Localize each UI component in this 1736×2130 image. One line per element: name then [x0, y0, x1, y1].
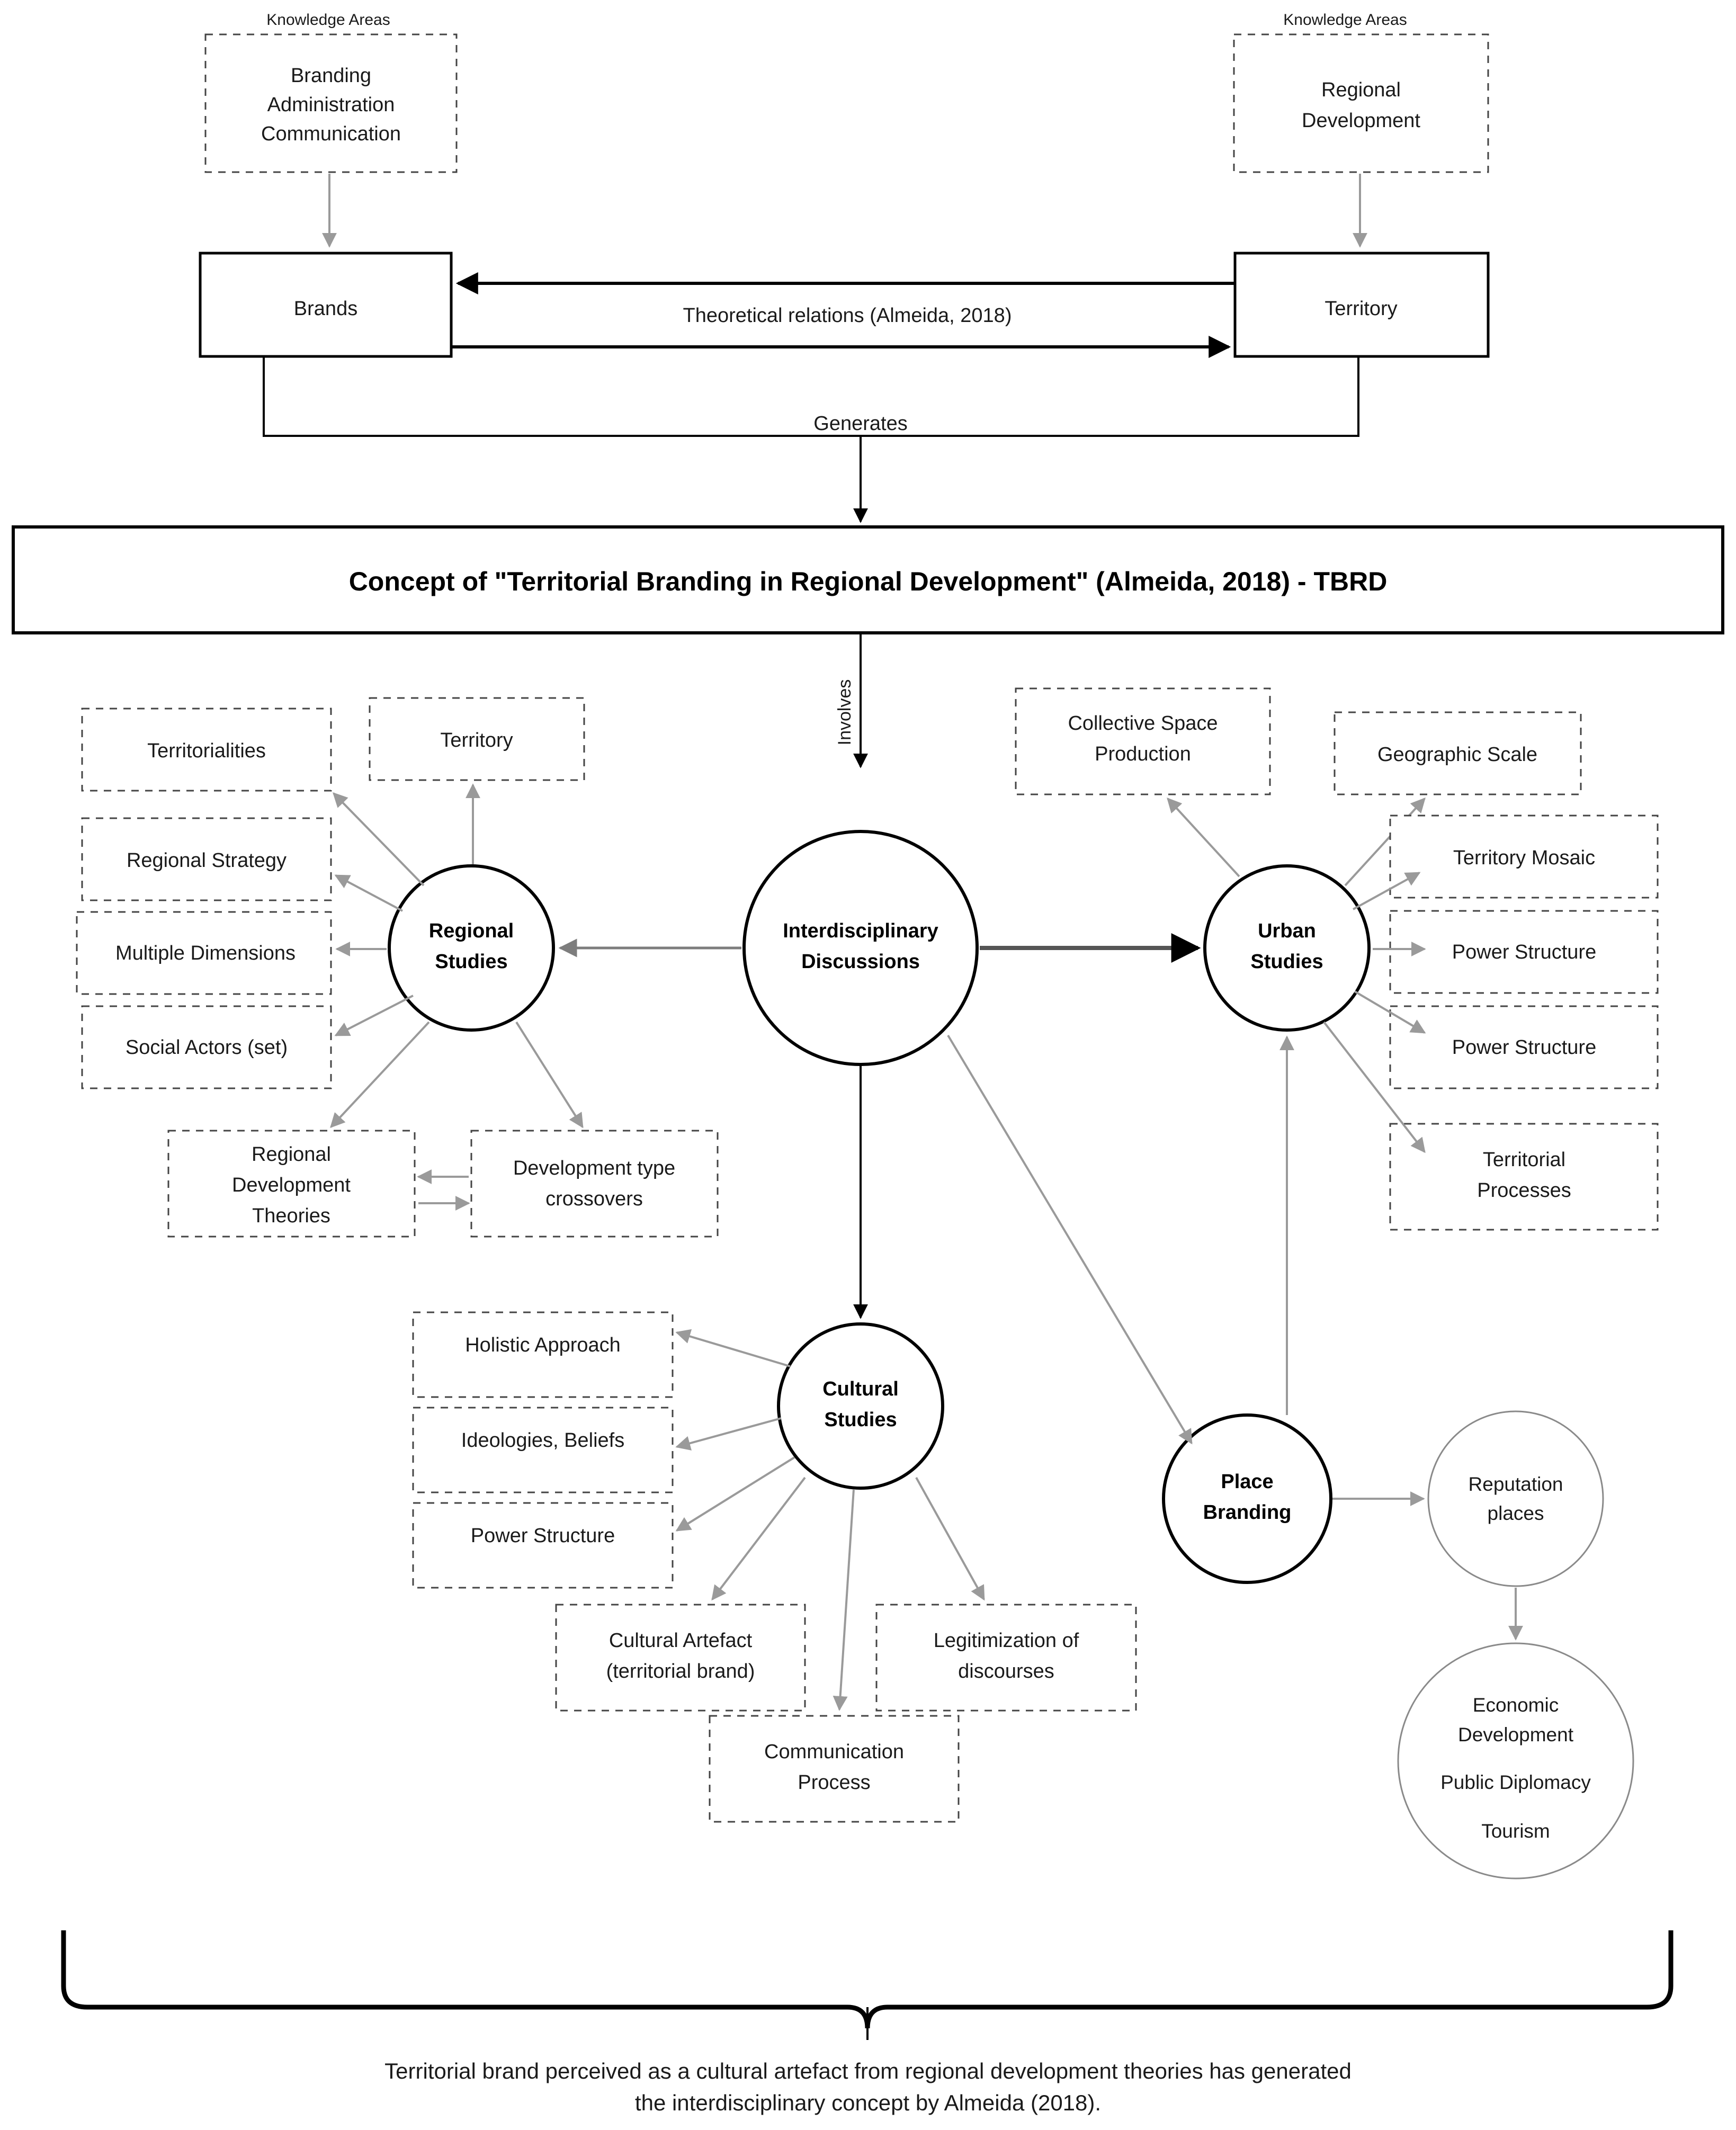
node-outcomes — [1398, 1643, 1633, 1878]
label-dtc-line-1: Development type — [513, 1157, 676, 1179]
box-collective-space-production — [1016, 688, 1270, 794]
cultural-studies-label-line-1: Cultural — [822, 1378, 899, 1400]
knowledge-left-line-1: Branding — [290, 65, 372, 87]
knowledge-areas-label-right: Knowledge Areas — [1283, 11, 1407, 29]
box-cultural-artefact — [556, 1605, 805, 1711]
edge-cultural-to-ideologies-beliefs — [677, 1418, 781, 1447]
knowledge-right-line-2: Development — [1302, 110, 1420, 132]
box-legitimization-of-discourses — [876, 1605, 1136, 1711]
label-power-structure-urban-2: Power Structure — [1452, 1036, 1597, 1059]
label-territory-upper: Territory — [440, 729, 513, 751]
label-communication-process-1: Communication — [764, 1741, 904, 1763]
caption-line-1: Territorial brand perceived as a cultural artefact from regional development theories has generated — [384, 2059, 1352, 2083]
box-communication-process — [710, 1716, 959, 1822]
reputation-places-label-line-2: places — [1487, 1502, 1544, 1524]
involves-label: Involves — [835, 679, 855, 746]
label-cultural-artefact-1: Cultural Artefact — [609, 1630, 753, 1652]
edge-regional-to-regional-strategy — [336, 875, 402, 911]
edge-regional-to-rdt — [331, 1022, 429, 1127]
knowledge-left-line-3: Communication — [261, 123, 401, 145]
label-territory-mosaic: Territory Mosaic — [1453, 847, 1596, 869]
concept-banner-title: Concept of "Territorial Branding in Regional Development" (Almeida, 2018) - TBRD — [348, 567, 1388, 596]
label-cultural-artefact-2: (territorial brand) — [606, 1660, 755, 1682]
knowledge-left-line-2: Administration — [267, 94, 395, 116]
cultural-studies-label-line-2: Studies — [824, 1409, 897, 1431]
edge-cultural-to-holistic-approach — [677, 1332, 790, 1366]
edge-cultural-to-cultural-artefact — [712, 1478, 805, 1599]
label-holistic-approach: Holistic Approach — [465, 1334, 621, 1356]
label-territorial-processes-1: Territorial — [1482, 1149, 1566, 1171]
outcome-tourism: Tourism — [1481, 1820, 1550, 1842]
outcome-development: Development — [1457, 1724, 1574, 1746]
outcome-public-diplomacy: Public Diplomacy — [1440, 1771, 1591, 1793]
label-rdt-line-2: Development — [232, 1174, 351, 1196]
label-legitimization-2: discourses — [958, 1660, 1054, 1682]
label-csp-line-2: Production — [1095, 743, 1191, 765]
label-ideologies-beliefs: Ideologies, Beliefs — [461, 1429, 625, 1452]
place-branding-label-line-2: Branding — [1203, 1501, 1292, 1524]
label-rdt-line-1: Regional — [252, 1143, 331, 1166]
brands-label: Brands — [293, 298, 358, 320]
label-power-structure-urban-1: Power Structure — [1452, 941, 1597, 963]
label-regional-strategy: Regional Strategy — [126, 849, 287, 872]
territory-label: Territory — [1325, 298, 1398, 320]
node-regional-studies — [389, 866, 553, 1030]
label-rdt-line-3: Theories — [252, 1205, 330, 1227]
theoretical-relations-label: Theoretical relations (Almeida, 2018) — [683, 305, 1012, 327]
edge-regional-to-territorialities — [334, 793, 424, 885]
urban-studies-label-line-1: Urban — [1258, 920, 1316, 942]
node-urban-studies — [1205, 866, 1369, 1030]
label-territorialities: Territorialities — [147, 740, 266, 762]
label-csp-line-1: Collective Space — [1068, 712, 1218, 735]
label-power-structure-cultural: Power Structure — [470, 1525, 615, 1547]
edge-cultural-to-communication-process — [839, 1489, 854, 1710]
label-social-actors: Social Actors (set) — [125, 1036, 288, 1059]
node-reputation-places — [1428, 1411, 1603, 1586]
caption-line-2: the interdisciplinary concept by Almeida (2018). — [634, 2090, 1102, 2115]
edge-cultural-to-power-structure — [677, 1457, 794, 1531]
regional-studies-label-line-1: Regional — [428, 920, 514, 942]
reputation-places-label-line-1: Reputation — [1468, 1473, 1563, 1495]
node-cultural-studies — [778, 1324, 943, 1488]
node-interdisciplinary-discussions — [744, 831, 977, 1064]
label-multiple-dimensions: Multiple Dimensions — [115, 942, 296, 964]
interdisciplinary-label-line-1: Interdisciplinary — [783, 920, 938, 942]
regional-studies-label-line-2: Studies — [435, 951, 508, 973]
edge-urban-to-csp — [1168, 799, 1239, 876]
label-legitimization-1: Legitimization of — [933, 1630, 1079, 1652]
knowledge-areas-label-left: Knowledge Areas — [266, 11, 390, 29]
generates-label: Generates — [813, 413, 908, 435]
edge-regional-to-dtc — [516, 1022, 583, 1127]
box-territorial-processes — [1390, 1124, 1658, 1230]
outcome-economic: Economic — [1472, 1694, 1559, 1716]
label-geographic-scale: Geographic Scale — [1377, 744, 1538, 766]
edge-regional-to-social-actors — [336, 996, 413, 1035]
label-communication-process-2: Process — [798, 1771, 871, 1794]
interdisciplinary-label-line-2: Discussions — [801, 951, 920, 973]
label-territorial-processes-2: Processes — [1477, 1179, 1571, 1202]
urban-studies-label-line-2: Studies — [1250, 951, 1323, 973]
box-development-type-crossovers — [471, 1131, 718, 1237]
place-branding-label-line-1: Place — [1221, 1471, 1274, 1493]
label-dtc-line-2: crossovers — [545, 1188, 643, 1210]
edge-interdisciplinary-to-place-branding — [948, 1035, 1192, 1443]
edge-generates-bracket — [264, 356, 1358, 436]
edge-cultural-to-legitimization — [916, 1478, 984, 1599]
knowledge-right-line-1: Regional — [1321, 79, 1401, 101]
knowledge-areas-box-right — [1234, 34, 1488, 172]
